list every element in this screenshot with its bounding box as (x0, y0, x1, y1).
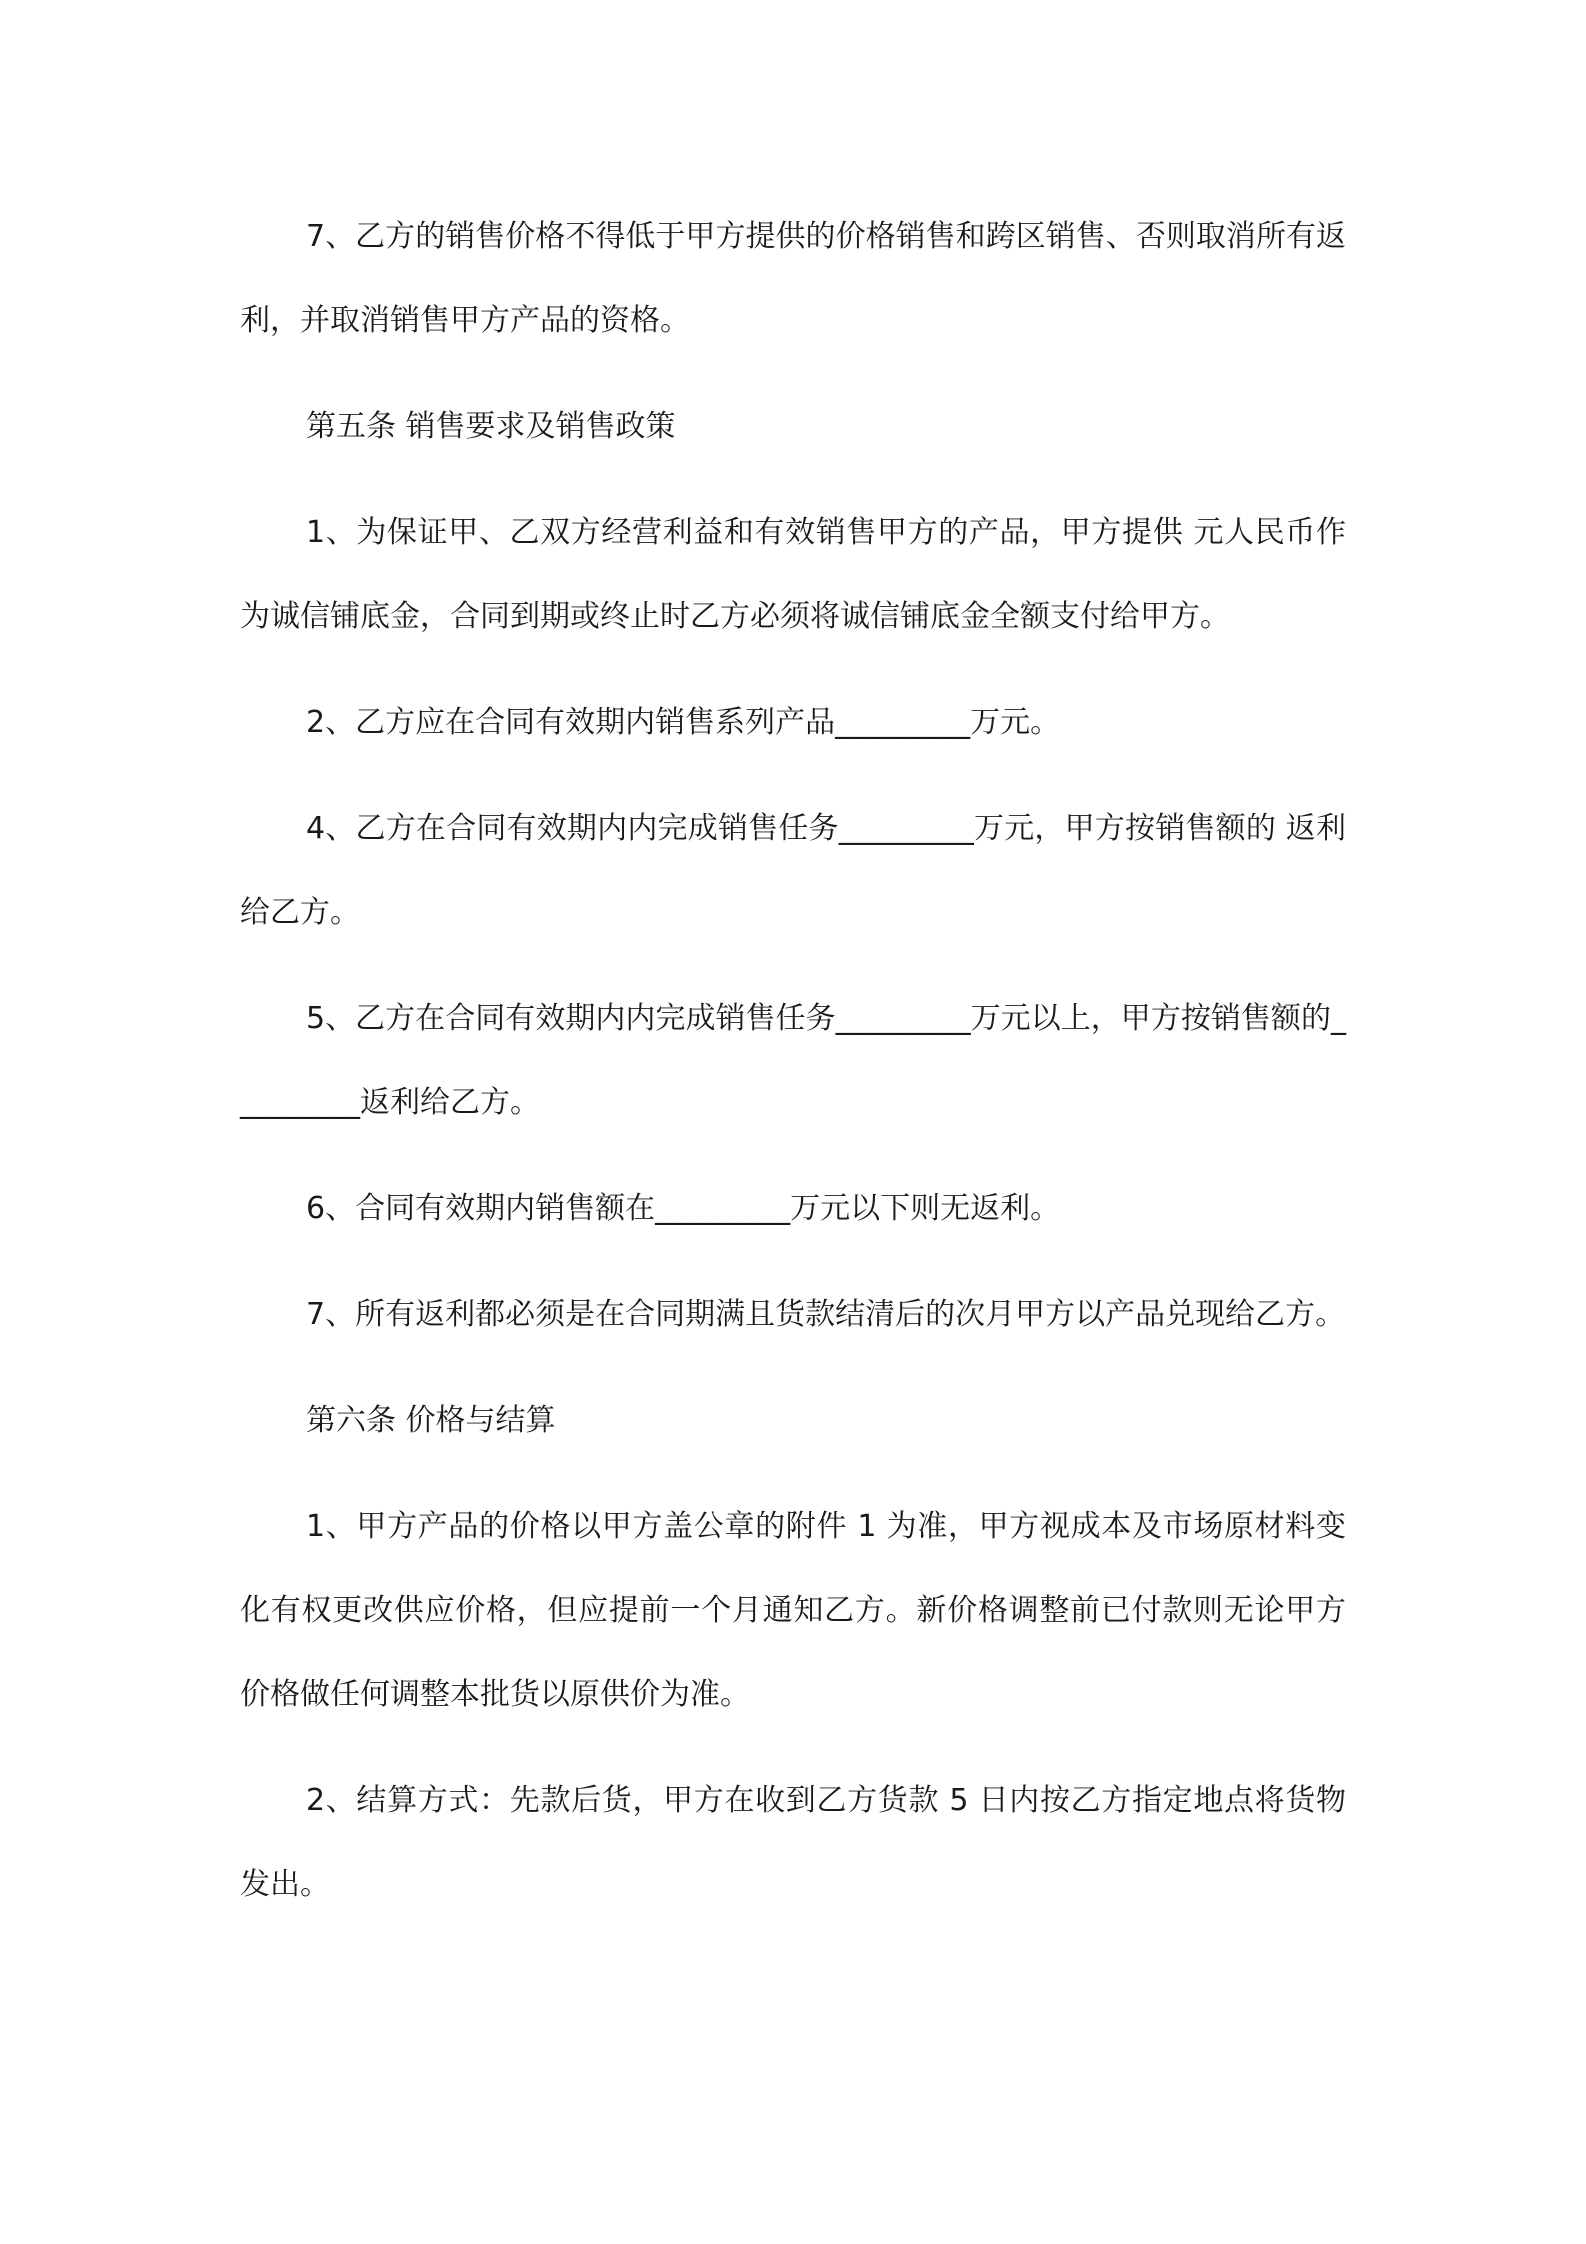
clause-4-7-paragraph: 7、乙方的销售价格不得低于甲方提供的价格销售和跨区销售、否则取消所有返利，并取消销售甲方产品的资格。 (240, 219, 1346, 338)
clause-5-2-paragraph: 2、乙方应在合同有效期内销售系列产品_________万元。 (306, 705, 1061, 740)
article-5-heading: 第五条 销售要求及销售政策 (306, 409, 676, 444)
clause-5-1-paragraph: 1、为保证甲、乙双方经营利益和有效销售甲方的产品，甲方提供 元人民币作为诚信铺底金，合同到期或终止时乙方必须将诚信铺底金全额支付给甲方。 (240, 515, 1346, 634)
clause-6-2-paragraph: 2、结算方式：先款后货，甲方在收到乙方货款 5 日内按乙方指定地点将货物发出。 (240, 1783, 1346, 1902)
clause-5-4-paragraph: 4、乙方在合同有效期内内完成销售任务_________万元，甲方按销售额的 返利给乙方。 (240, 811, 1346, 930)
article-6-heading: 第六条 价格与结算 (306, 1403, 556, 1438)
clause-5-6-paragraph: 6、合同有效期内销售额在_________万元以下则无返利。 (306, 1191, 1061, 1226)
clause-6-1-paragraph: 1、甲方产品的价格以甲方盖公章的附件 1 为准，甲方视成本及市场原材料变化有权更改供应价格，但应提前一个月通知乙方。新价格调整前已付款则无论甲方价格做任何调整本批货以原供价为准。 (240, 1509, 1346, 1712)
clause-5-7-paragraph: 7、所有返利都必须是在合同期满且货款结清后的次月甲方以产品兑现给乙方。 (306, 1297, 1346, 1332)
clause-5-5-paragraph: 5、乙方在合同有效期内内完成销售任务_________万元以上，甲方按销售额的_________返利给乙方。 (240, 1001, 1346, 1120)
